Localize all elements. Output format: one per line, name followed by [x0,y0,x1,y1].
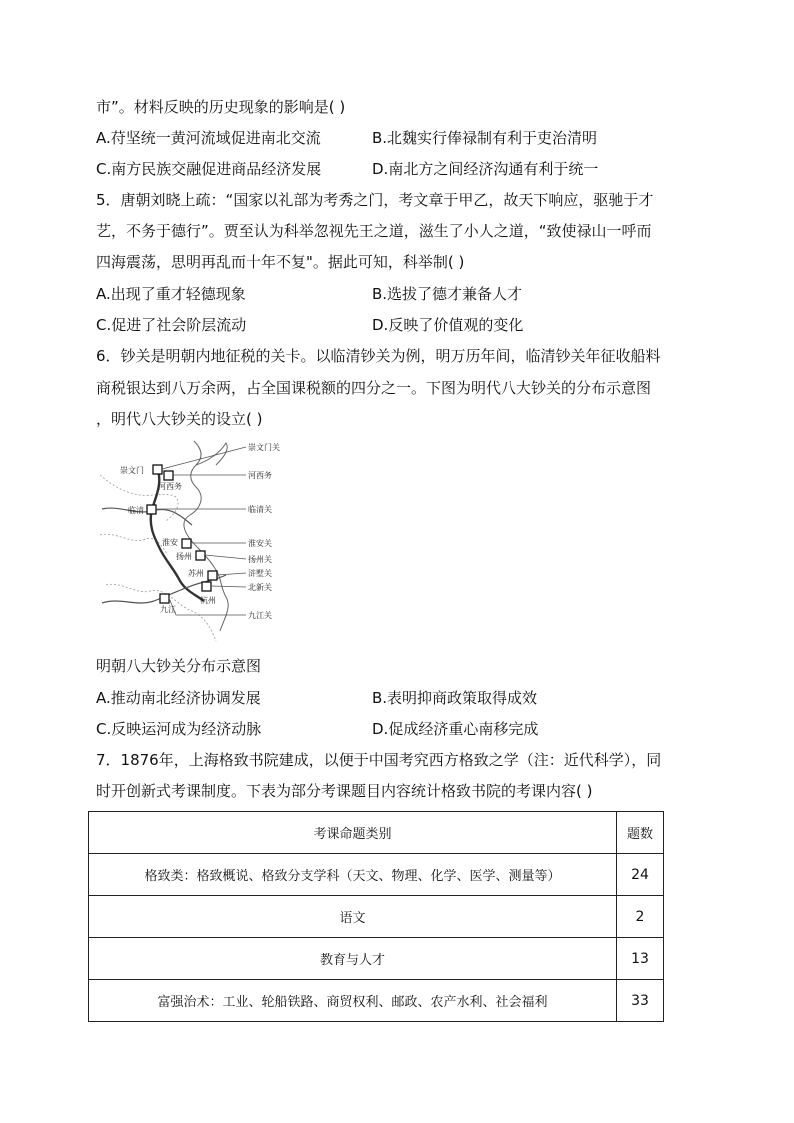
q4-option-b: B.北魏实行俸禄制有利于吏治清明 [372,129,598,147]
q6-stem-line2: 商税银达到八万余两，占全国课税额的四分之一。下图为明代八大钞关的分布示意图 [96,379,652,397]
map-right-label: 河西务 [248,471,272,480]
q6-option-a: A.推动南北经济协调发展 [96,689,261,707]
table-header-row [89,812,664,854]
q6-option-b: B.表明抑商政策取得成效 [372,689,538,707]
q6-stem-line3: ，明代八大钞关的设立( ) [96,410,263,428]
map-right-label: 扬州关 [248,555,272,564]
marker-hangzhou [202,582,211,591]
q5-option-a: A.出现了重才轻德现象 [96,285,246,303]
q4-option-c: C.南方民族交融促进商品经济发展 [96,160,322,178]
map-right-label: 崇文门关 [248,443,280,452]
table-header-category: 考课命题类别 [89,812,617,854]
map-left-label: 临清 [128,506,144,515]
map-right-label: 淮安关 [248,539,272,548]
map-left-label: 淮安 [162,538,178,547]
table-cell-count: 2 [617,896,664,938]
map-right-label: 九江关 [248,611,272,620]
q7-stem-line1: 7．1876年，上海格致书院建成，以便于中国考究西方格致之学（注：近代科学），同 [96,751,662,769]
q4-stem-continued: 市”。材料反映的历史现象的影响是( ) [96,98,346,116]
map-caption: 明朝八大钞关分布示意图 [96,657,262,675]
table-row [89,980,664,1022]
q6-stem-line1: 6．钞关是明朝内地征税的关卡。以临清钞关为例，明万历年间，临清钞关年征收船料 [96,347,661,365]
q5-option-c: C.促进了社会阶层流动 [96,316,247,334]
table-cell-count: 13 [617,938,664,980]
marker-chongwenmen [153,465,162,474]
marker-hexiwu [164,471,173,480]
q5-stem-line2: 艺，不务于德行”。贾至认为科举忽视先王之道，滋生了小人之道，“致使禄山一呼而 [96,222,652,240]
map-right-label: 北新关 [248,583,272,592]
table-header-count: 题数 [617,812,664,854]
map-left-label: 河西务 [158,482,182,491]
map-right-label: 浒墅关 [248,569,272,578]
table-cell-category: 格致类：格致概说、格致分支学科（天文、物理、化学、医学、测量等） [89,854,617,896]
table-cell-category: 富强治术：工业、轮船铁路、商贸权利、邮政、农产水利、社会福利 [89,980,617,1022]
q5-option-b: B.选拔了德才兼备人才 [372,285,523,303]
table-cell-count: 33 [617,980,664,1022]
map-left-label: 九江 [160,605,176,614]
marker-yangzhou [196,551,205,560]
q6-option-d: D.促成经济重心南移完成 [372,720,539,738]
table-row [89,854,664,896]
marker-jiujiang [160,594,169,603]
q5-option-d: D.反映了价值观的变化 [372,316,524,334]
table-row [89,938,664,980]
table-row [89,896,664,938]
chaoguan-map-figure [96,435,306,645]
map-left-label: 扬州 [176,552,192,561]
map-right-label: 临清关 [248,505,272,514]
exam-topics-table [88,811,664,1022]
q4-option-d: D.南北方之间经济沟通有利于统一 [372,160,599,178]
map-left-label: 崇文门 [120,466,144,475]
marker-suzhou [208,571,217,580]
q6-option-c: C.反映运河成为经济动脉 [96,720,262,738]
marker-huaian [182,539,191,548]
q7-stem-line2: 时开创新式考课制度。下表为部分考课题目内容统计格致书院的考课内容( ) [96,782,593,800]
map-left-label: 杭州 [200,596,216,605]
marker-linqing [147,505,156,514]
table-cell-count: 24 [617,854,664,896]
q4-option-a: A.苻坚统一黄河流域促进南北交流 [96,129,321,147]
table-cell-category: 教育与人才 [89,938,617,980]
q5-stem-line1: 5．唐朝刘晓上疏：“国家以礼部为考秀之门，考文章于甲乙，故天下响应，驱驰于才 [96,191,654,209]
table-cell-category: 语文 [89,896,617,938]
map-left-label: 苏州 [188,569,204,578]
q5-stem-line3: 四海震荡，思明再乱而十年不复"。据此可知，科举制( ) [96,253,465,271]
